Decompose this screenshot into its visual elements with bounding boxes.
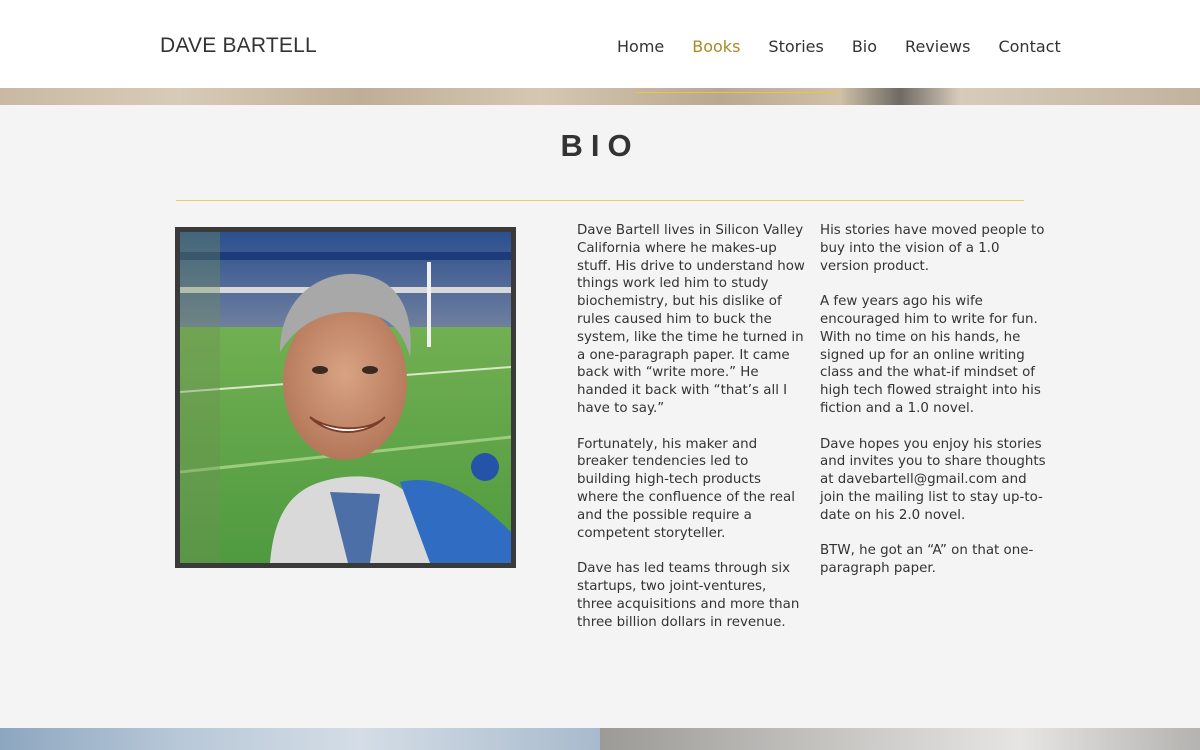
author-photo [180, 232, 511, 563]
page-title: BIO [560, 128, 640, 163]
bio-paragraph: His stories have moved people to buy into the vision of a 1.0 version product. [820, 223, 1045, 274]
footer-image-left [0, 728, 600, 750]
bio-paragraph: Dave has led teams through six startups, two joint-ventures, three acquisitions and more than three billion dollars in revenue. [577, 561, 800, 630]
footer-images [0, 728, 1200, 750]
bio-column-left [577, 222, 805, 649]
bio-paragraph: A few years ago his wife encouraged him to write for fun. With no time on his hands, he signed up for an online writing class and the what-if mindset of high tech flowed straight into his fiction and a 1.0 novel. [820, 294, 1041, 416]
author-photo-frame [175, 227, 516, 568]
bio-column-right [820, 222, 1048, 596]
nav-contact[interactable]: Contact [998, 37, 1061, 56]
main-nav [617, 37, 1089, 56]
nav-reviews[interactable]: Reviews [905, 37, 971, 56]
site-header [0, 0, 1200, 88]
bio-paragraph: BTW, he got an “A” on that one-paragraph paper. [820, 543, 1034, 577]
footer-image-right [600, 728, 1200, 750]
site-title[interactable]: DAVE BARTELL [160, 34, 317, 57]
bio-paragraph: Dave Bartell lives in Silicon Valley California where he makes-up stuff. His drive to understand how things work led him to study biochemistry, but his dislike of rules caused him to buck the system, like the time he turned in a one-paragraph paper. It came back with “write more.” He handed it back with “that’s all I have to say.” [577, 223, 805, 416]
nav-stories[interactable]: Stories [768, 37, 824, 56]
nav-books[interactable]: Books [692, 37, 741, 56]
nav-bio[interactable]: Bio [851, 37, 878, 56]
author-photo-image [180, 232, 511, 563]
header-banner-image [0, 88, 1200, 105]
bio-paragraph: Fortunately, his maker and breaker tendencies led to building high-tech products where the confluence of the real and the possible require a competent storyteller. [577, 436, 795, 541]
bio-paragraph: Dave hopes you enjoy his stories and invites you to share thoughts at davebartell@gmail.com and join the mailing list to stay up-to-date on his 2.0 novel. [820, 436, 1046, 523]
title-divider [176, 200, 1024, 201]
nav-home[interactable]: Home [617, 37, 665, 56]
banner-accent-line [635, 92, 840, 93]
